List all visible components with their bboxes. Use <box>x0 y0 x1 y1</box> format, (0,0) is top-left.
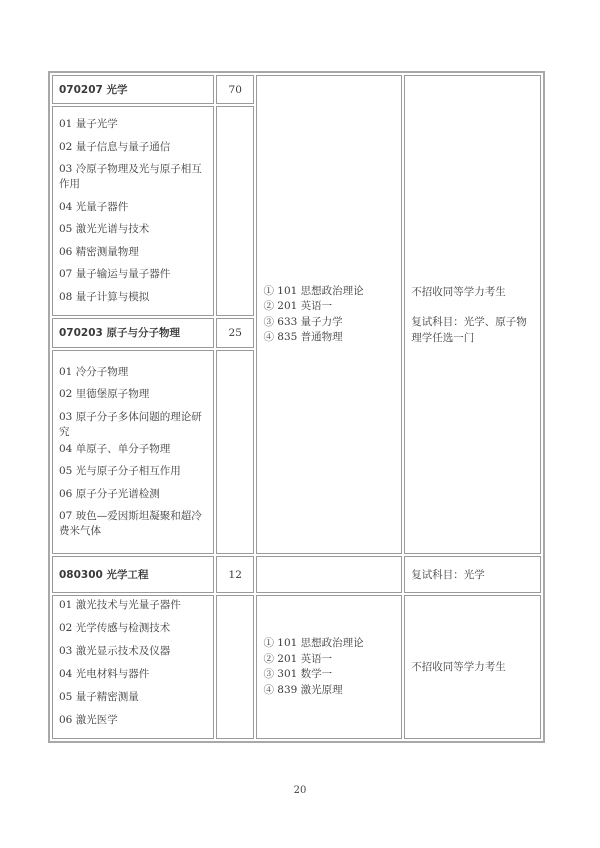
exam-subject: ④ 835 普通物理 <box>263 331 343 343</box>
exam-subjects-list <box>263 636 395 698</box>
direction-item: 06 激光医学 <box>59 714 118 726</box>
exam-subject: ④ 839 激光原理 <box>263 683 343 696</box>
direction-item: 02 量子信息与量子通信 <box>59 140 171 153</box>
directions-list <box>59 117 207 305</box>
exam-subject: ② 201 英语一 <box>263 652 333 665</box>
program-quota: 25 <box>216 318 254 348</box>
direction-item: 06 原子分子光谱检测 <box>59 487 160 500</box>
program-quota: 70 <box>216 75 254 104</box>
direction-item: 07 玻色—爱因斯坦凝聚和超冷费米气体 <box>59 510 202 538</box>
remarks-cell <box>404 595 541 739</box>
remark: 不招收同等学力考生 <box>411 285 506 298</box>
remarks-cell <box>404 75 541 554</box>
program-header-row <box>52 75 541 104</box>
direction-item: 03 激光显示技术及仪器 <box>59 645 171 657</box>
direction-item: 01 冷分子物理 <box>59 365 129 378</box>
directions-cell <box>52 595 214 739</box>
exam-subject: ② 201 英语一 <box>263 300 333 312</box>
exam-subjects-cell <box>256 75 402 554</box>
direction-item: 04 光量子器件 <box>59 200 129 213</box>
directions-cell <box>52 350 214 554</box>
remark: 复试科目：光学、原子物理学任选一门 <box>411 315 527 344</box>
direction-item: 02 光学传感与检测技术 <box>59 622 171 634</box>
program-code-name: 070203 原子与分子物理 <box>52 318 214 348</box>
directions-list <box>59 365 207 540</box>
directions-list <box>59 598 207 728</box>
direction-item: 05 激光光谱与技术 <box>59 223 150 236</box>
exam-subject: ③ 301 数学一 <box>263 668 333 680</box>
direction-item: 02 里德堡原子物理 <box>59 388 150 401</box>
direction-item: 08 量子计算与模拟 <box>59 290 150 303</box>
direction-item: 07 量子输运与量子器件 <box>59 268 171 281</box>
directions-cell <box>52 106 214 316</box>
admissions-table <box>48 71 545 743</box>
remark: 不招收同等学力考生 <box>411 661 506 673</box>
empty-quota-cell <box>216 106 254 316</box>
direction-item: 01 量子光学 <box>59 118 118 131</box>
retest-subject-cell: 复试科目：光学 <box>404 556 541 593</box>
exam-subjects-cell <box>256 595 402 739</box>
program-code-name: 070207 光学 <box>52 75 214 104</box>
program-directions-row <box>52 595 541 739</box>
direction-item: 04 光电材料与器件 <box>59 668 150 680</box>
empty-quota-cell <box>216 595 254 739</box>
exam-subject: ③ 633 量子力学 <box>263 315 343 328</box>
direction-item: 06 精密测量物理 <box>59 245 139 258</box>
direction-item: 03 原子分子多体问题的理论研究 <box>59 410 202 438</box>
program-quota: 12 <box>216 556 254 593</box>
direction-item: 03 冷原子物理及光与原子相互作用 <box>59 163 202 191</box>
direction-item: 01 激光技术与光量子器件 <box>59 599 181 611</box>
exam-subject: ① 101 思想政治理论 <box>263 637 364 649</box>
page-number: 20 <box>293 785 307 796</box>
program-header-row <box>52 556 541 593</box>
empty-quota-cell <box>216 350 254 554</box>
direction-item: 05 光与原子分子相互作用 <box>59 465 181 478</box>
direction-item: 05 量子精密测量 <box>59 691 139 703</box>
exam-subject: ① 101 思想政治理论 <box>263 284 364 297</box>
exam-subjects-list <box>263 284 395 346</box>
program-code-name: 080300 光学工程 <box>52 556 214 593</box>
empty-exam-cell <box>256 556 402 593</box>
direction-item: 04 单原子、单分子物理 <box>59 442 171 455</box>
